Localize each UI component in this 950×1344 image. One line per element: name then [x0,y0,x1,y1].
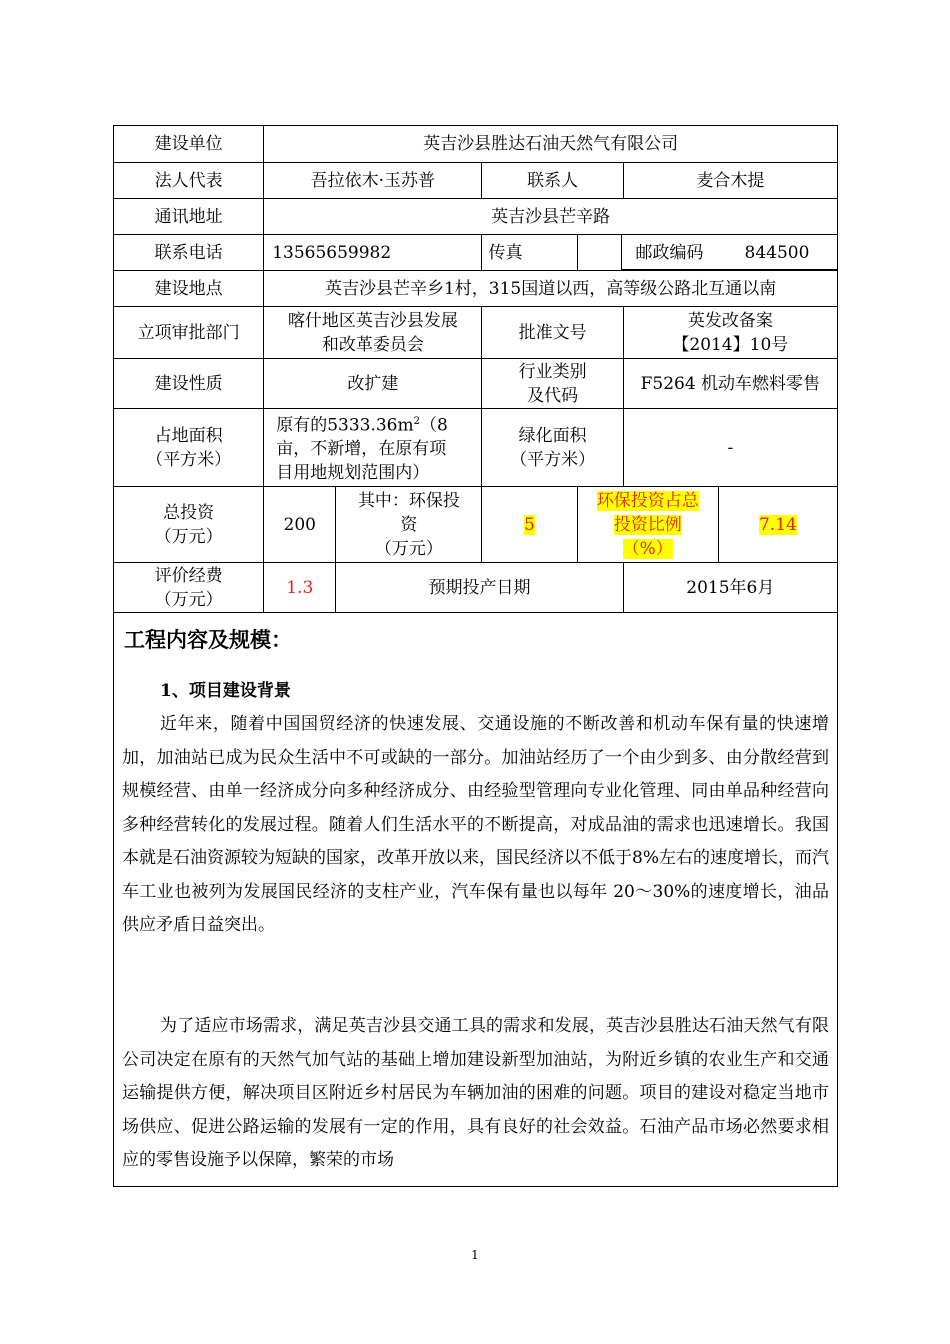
row-land-area [114,409,838,487]
value-postcode-text: 844500 [744,243,810,263]
label-construction-nature: 建设性质 [114,359,264,409]
paragraph-purpose: 为了适应市场需求，满足英吉沙县交通工具的需求和发展，英吉沙县胜达石油天然气有限公司决定在原有的天然气加气站的基础上增加建设新型加油站，为附近乡镇的农业生产和交通运输提供方便，解决项目区附近乡村居民为车辆加油的困难的问题。项目的建设对稳定当地市场供应、促进公路运输的发展有一定的作用，具有良好的社会效益。石油产品市场必然要求相应的零售设施予以保障，繁荣的市场 [122,1016,829,1170]
value-contact: 麦合木提 [623,163,837,199]
value-land-area [264,409,482,487]
label-location: 建设地点 [114,271,264,307]
value-approval-dept [264,307,482,359]
env-ratio-label-line1: 环保投资占总 [596,490,699,511]
value-green-area: - [623,409,837,487]
land-area-label-line2: （平方米） [146,449,232,470]
value-construction-unit: 英吉沙县胜达石油天然气有限公司 [264,126,838,163]
value-approval-no [623,307,837,359]
label-address: 通讯地址 [114,199,264,235]
page-number: 1 [471,1248,479,1262]
paragraph-background: 近年来，随着中国国贸经济的快速发展、交通设施的不断改善和机动车保有量的快速增加，加油站已成为民众生活中不可或缺的一部分。加油站经历了一个由少到多、由分散经营到规模经营、由单一经济成分向多种经济成分、由经验型管理向专业化管理、同由单品种经营向多种经营转化的发展过程。随着人们生活水平的不断提高，对成品油的需求也迅速增长。我国本就是石油资源较为短缺的国家，改革开放以来，国民经济以不低于8%左右的速度增长，而汽车工业也被列为发展国民经济的支柱产业，汽车保有量也以每年 20～30%的速度增长，油品供应矛盾日益突出。 [122,714,829,935]
label-env-ratio [577,487,718,563]
value-assessment-fee: 1.3 [264,563,336,613]
value-construction-nature: 改扩建 [264,359,482,409]
env-ratio-label-line3: （%） [622,538,673,559]
value-legal-rep: 吾拉依木·玉苏普 [264,163,482,199]
env-investment-value: 5 [524,514,535,535]
env-investment-label-line1: 其中：环保投 [357,490,460,511]
assessment-fee-label-line1: 评价经费 [154,565,223,586]
land-area-line1 [276,410,477,438]
row-assessment-fee [114,563,838,613]
postcode-overlay [621,234,838,270]
row-location [114,271,838,307]
label-env-investment [336,487,482,563]
row-legal-rep [114,163,838,199]
total-investment-label-line2: （万元） [154,526,223,547]
label-phone: 联系电话 [114,235,264,271]
value-env-ratio [718,487,837,563]
label-industry-code [482,359,623,409]
label-legal-rep: 法人代表 [114,163,264,199]
label-land-area [114,409,264,487]
land-area-line3: 目用地规划范围内） [276,463,430,484]
industry-code-line1: 行业类别 [518,361,587,382]
total-investment-label-line1: 总投资 [163,502,215,523]
row-approval-dept [114,307,838,359]
industry-code-line2: 及代码 [527,385,579,406]
row-construction-nature [114,359,838,409]
label-postcode-cell [621,234,718,270]
project-info-table [113,125,838,613]
env-ratio-label-line2: 投资比例 [613,514,682,535]
approval-dept-line2: 和改革委员会 [321,334,424,355]
label-postcode-text: 邮政编码 [635,243,704,263]
value-production-date: 2015年6月 [623,563,837,613]
env-investment-label-line2: 资 [400,514,418,535]
land-area-value: 原有的5333.36m [276,415,414,436]
value-total-investment: 200 [264,487,336,563]
label-construction-unit: 建设单位 [114,126,264,163]
row-construction-unit [114,126,838,163]
label-approval-dept: 立项审批部门 [114,307,264,359]
label-contact: 联系人 [482,163,623,199]
value-phone: 13565659982 [264,235,482,271]
project-content-box [113,610,838,1187]
value-postcode-cell [717,234,838,270]
label-assessment-fee [114,563,264,613]
assessment-fee-label-line2: （万元） [154,589,223,610]
land-area-unit-sup: 2 [413,415,420,427]
approval-dept-line1: 喀什地区英吉沙县发展 [287,310,458,331]
value-address: 英吉沙县芒辛路 [264,199,838,235]
land-area-line2: 亩，不新增，在原有项 [276,439,447,460]
row-total-investment [114,487,838,563]
env-ratio-value: 7.14 [758,514,797,535]
green-area-label-line1: 绿化面积 [518,425,587,446]
sub-title: 1、项目建设背景 [160,681,291,701]
approval-no-line2: 【2014】10号 [672,334,789,355]
land-area-mu: （8 [420,415,448,436]
label-approval-no: 批准文号 [482,307,623,359]
approval-no-line1: 英发改备案 [687,310,773,331]
row-address [114,199,838,235]
label-total-investment [114,487,264,563]
value-location: 英吉沙县芒辛乡1村，315国道以西，高等级公路北互通以南 [264,271,838,307]
green-area-label-line2: （平方米） [510,449,596,470]
land-area-label-line1: 占地面积 [154,425,223,446]
section-title: 工程内容及规模： [124,627,292,652]
value-industry-code: F5264 机动车燃料零售 [623,359,837,409]
value-env-investment [482,487,577,563]
env-investment-label-line3: （万元） [374,538,443,559]
label-fax: 传真 [482,235,577,271]
label-green-area [482,409,623,487]
label-production-date: 预期投产日期 [336,563,623,613]
